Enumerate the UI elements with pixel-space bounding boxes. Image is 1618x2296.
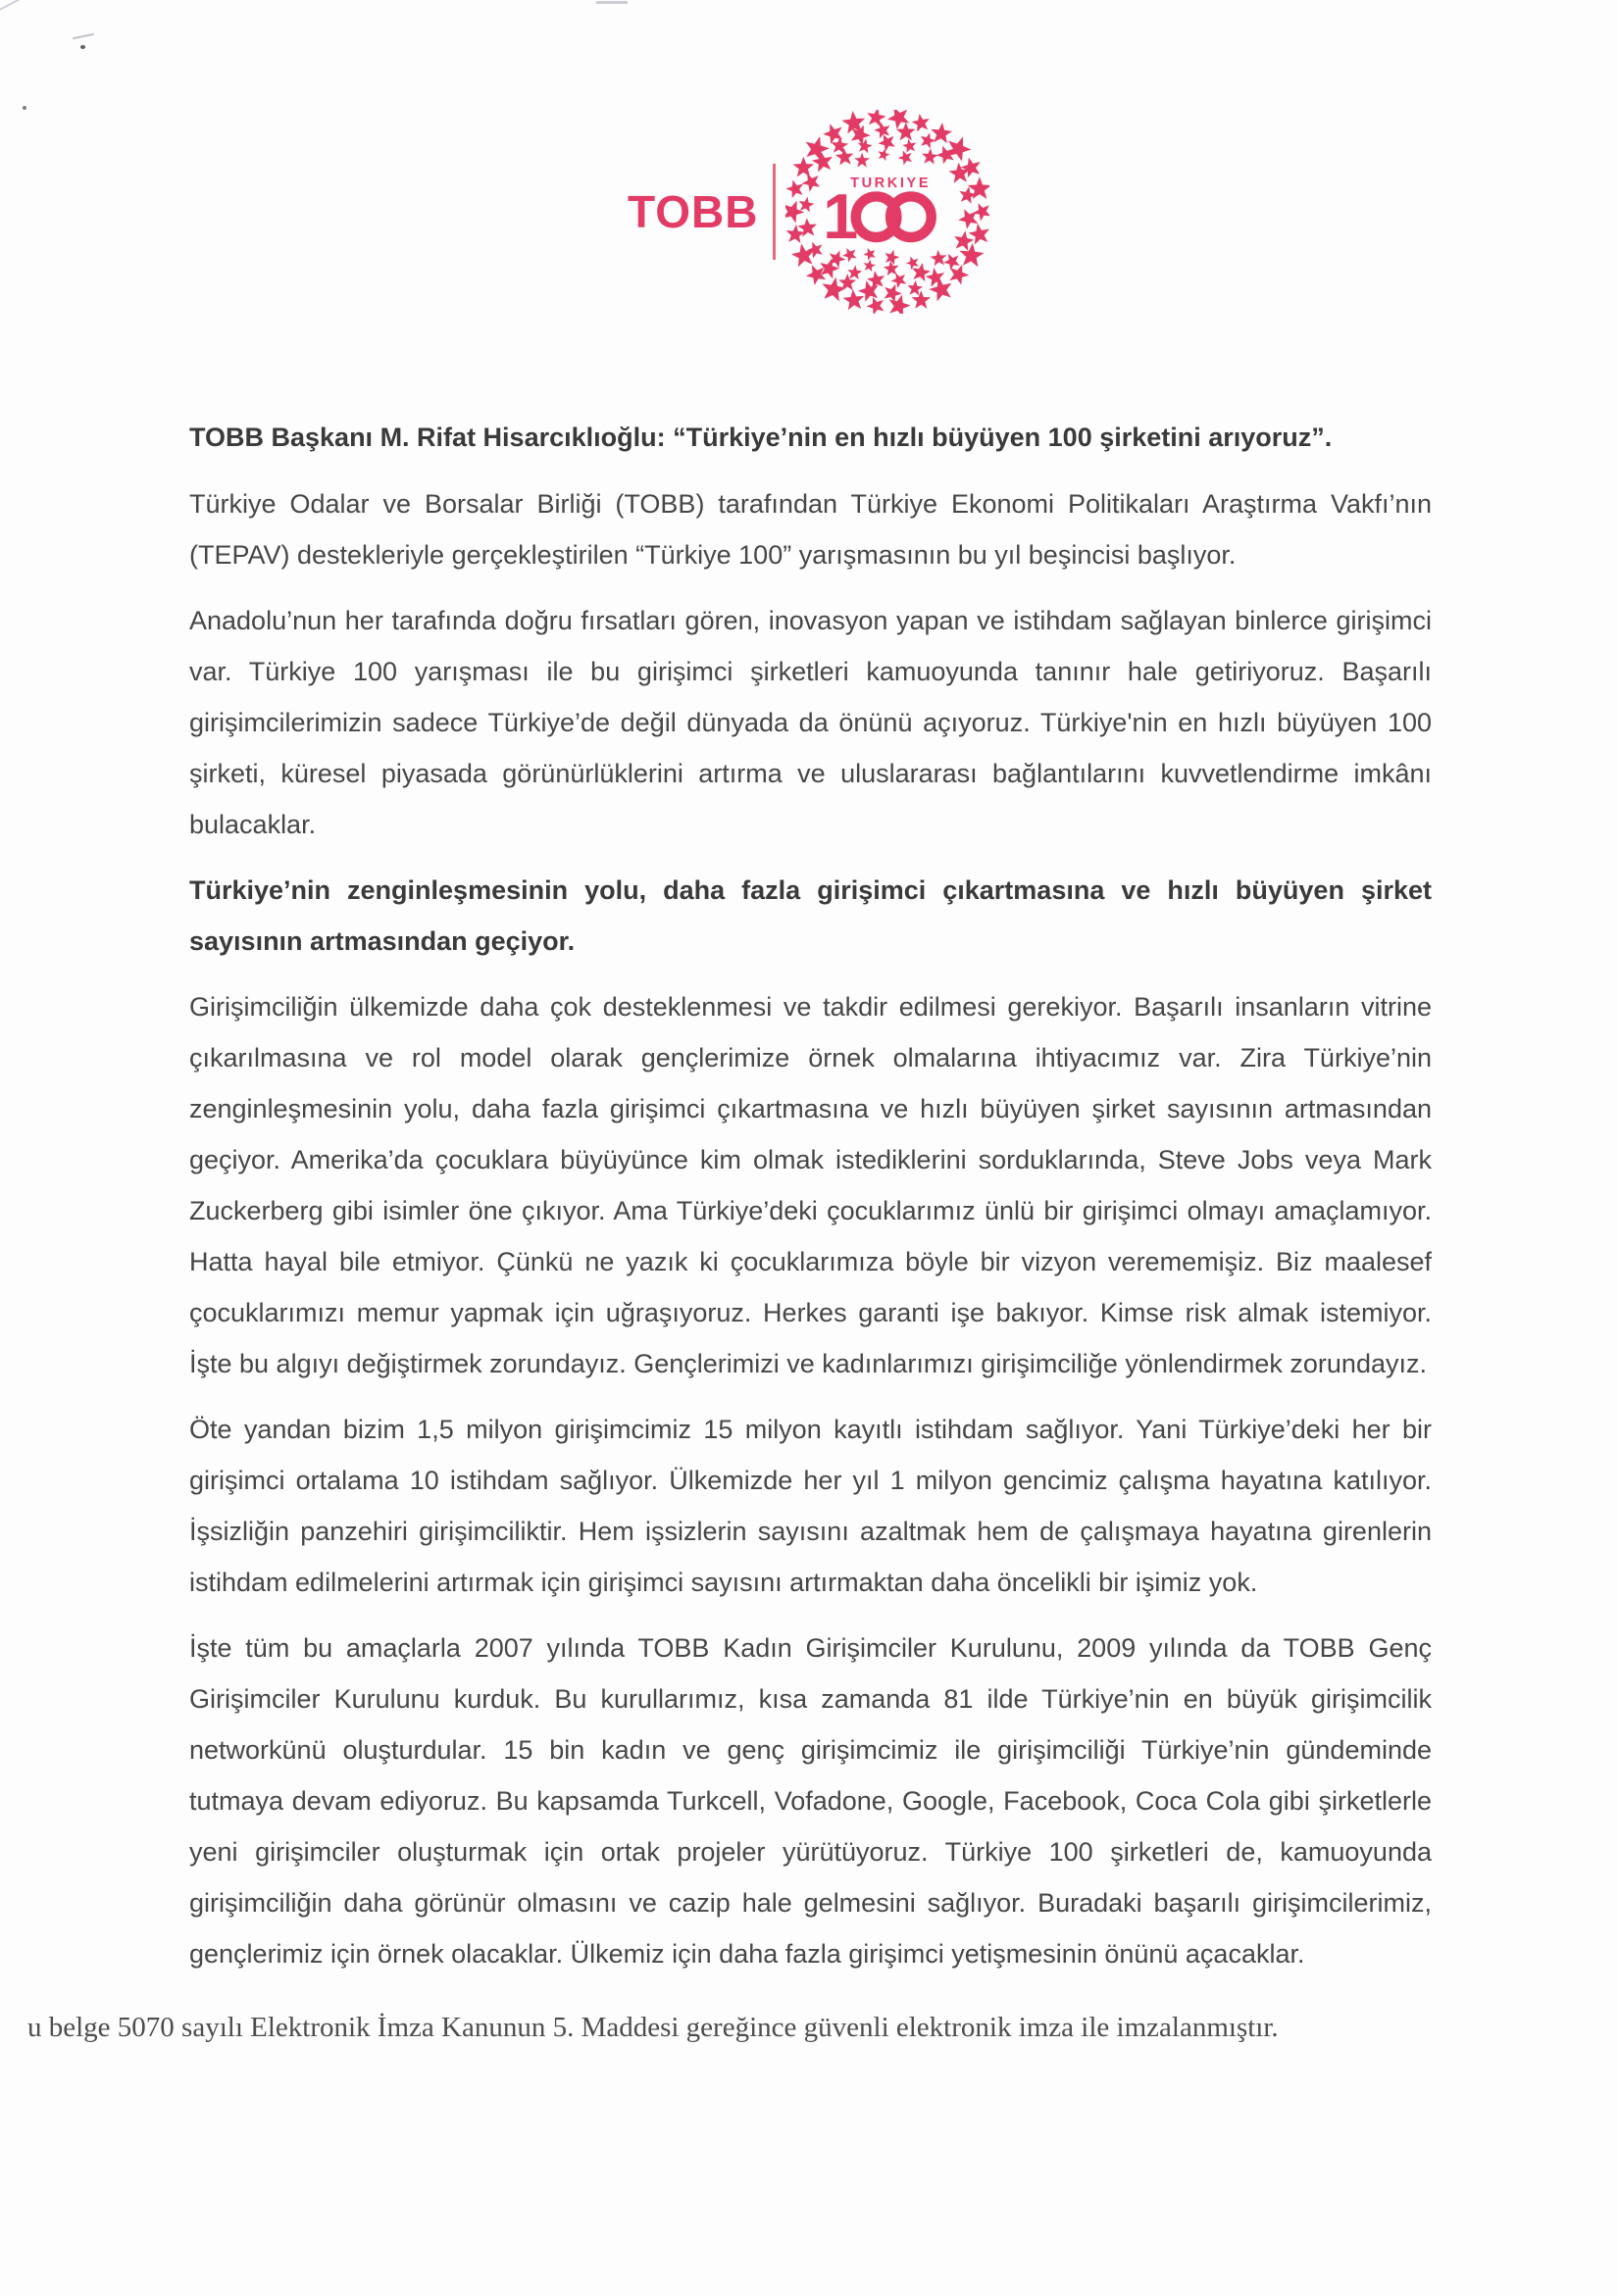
logo-divider <box>773 164 776 260</box>
document-paragraphs <box>189 478 1432 1979</box>
scan-artifact <box>596 1 628 4</box>
badge-digit-one: 1 <box>822 180 858 252</box>
badge-country-label: TURKIYE <box>849 175 931 191</box>
document-body <box>189 412 1432 1994</box>
scan-artifact <box>23 106 26 110</box>
paragraph: İşte tüm bu amaçlarla 2007 yılında TOBB Kadın Girişimciler Kurulunu, 2009 yılında da TOBB Genç Girişimciler Kurulunu kurduk. Bu kurullarımız, kısa zamanda 81 ilde Türkiye’nin en büyük girişimcilik networkünü oluşturdular. 15 bin kadın ve genç girişimcimiz ile girişimciliği Türkiye’nin gündeminde tutmaya devam ediyoruz. Bu kapsamda Turkcell, Vofadone, Google, Facebook, Coca Cola gibi şirketlerle yeni girişimciler oluşturmak için ortak projeler yürütüyoruz. Türkiye 100 şirketleri de, kamuoyunda girişimciliğin daha görünür olmasını ve cazip hale gelmesini sağlıyor. Buradaki başarılı girişimcilerimiz, gençlerimiz için örnek olacaklar. Ülkemiz için daha fazla girişimci yetişmesinin önünü açacaklar. <box>189 1633 1432 1969</box>
paragraph: Öte yandan bizim 1,5 milyon girişimcimiz 15 milyon kayıtlı istihdam sağlıyor. Yani Türkiye’deki her bir girişimci ortalama 10 istihdam sağlıyor. Ülkemizde her yıl 1 milyon gencimiz çalışma hayatına katılıyor. İşsizliğin panzehiri girişimciliktir. Hem işsizlerin sayısını azaltmak hem de çalışmaya hayatına girenlerin istihdam edilmelerini artırmak için girişimci sayısını artırmaktan daha öncelikli bir işimiz yok. <box>189 1415 1432 1597</box>
paragraph: Türkiye’nin zenginleşmesinin yolu, daha fazla girişimci çıkartmasına ve hızlı büyüyen şirket sayısının artmasından geçiyor. <box>189 875 1432 956</box>
tobb-wordmark: TOBB <box>628 185 759 237</box>
paragraph: Türkiye Odalar ve Borsalar Birliği (TOBB) tarafından Türkiye Ekonomi Politikaları Araştırma Vakfı’nın (TEPAV) destekleriyle gerçekleştirilen “Türkiye 100” yarışmasının bu yıl beşincisi başlıyor. <box>189 489 1432 570</box>
paragraph: Anadolu’nun her tarafında doğru fırsatları gören, inovasyon yapan ve istihdam sağlayan binlerce girişimci var. Türkiye 100 yarışması ile bu girişimci şirketleri kamuoyunda tanınır hale getiriyoruz. Başarılı girişimcilerimizin sadece Türkiye’de değil dünyada da önünü açıyoruz. Türkiye'nin en hızlı büyüyen 100 şirketi, küresel piyasada görünürlüklerini artırma ve uluslararası bağlantılarını kuvvetlendirme imkânı bulacaklar. <box>189 606 1432 839</box>
turkiye-100-badge-icon <box>785 110 989 314</box>
paragraph: Girişimciliğin ülkemizde daha çok desteklenmesi ve takdir edilmesi gerekiyor. Başarılı insanların vitrine çıkarılmasına ve rol model olarak gençlerimize örnek olmalarına ihtiyacımız var. Zira Türkiye’nin zenginleşmesinin yolu, daha fazla girişimci çıkartmasına ve hızlı büyüyen şirket sayısının artmasından geçiyor. Amerika’da çocuklara büyüyünce kim olmak istediklerini sorduklarında, Steve Jobs veya Mark Zuckerberg gibi isimler öne çıkıyor. Ama Türkiye’deki çocuklarımız ünlü bir girişimci olmayı amaçlamıyor. Hatta hayal bile etmiyor. Çünkü ne yazık ki çocuklarımıza böyle bir vizyon verememişiz. Biz maalesef çocuklarımızı memur yapmak için uğraşıyoruz. Herkes garanti işe bakıyor. Kimse risk almak istemiyor. İşte bu algıyı değiştirmek zorundayız. Gençlerimizi ve kadınlarımızı girişimciliğe yönlendirmek zorundayız. <box>189 992 1432 1378</box>
esignature-watermark: u belge 5070 sayılı Elektronik İmza Kanunun 5. Maddesi gereğince güvenli elektronik imza ile imzalanmıştır. <box>27 2012 1279 2043</box>
scan-artifact <box>0 0 23 13</box>
tobb-logo <box>628 106 1000 317</box>
scan-artifact <box>80 45 85 49</box>
headline: TOBB Başkanı M. Rifat Hisarcıklıoğlu: “Türkiye’nin en hızlı büyüyen 100 şirketini arıyoruz”. <box>189 423 1333 452</box>
